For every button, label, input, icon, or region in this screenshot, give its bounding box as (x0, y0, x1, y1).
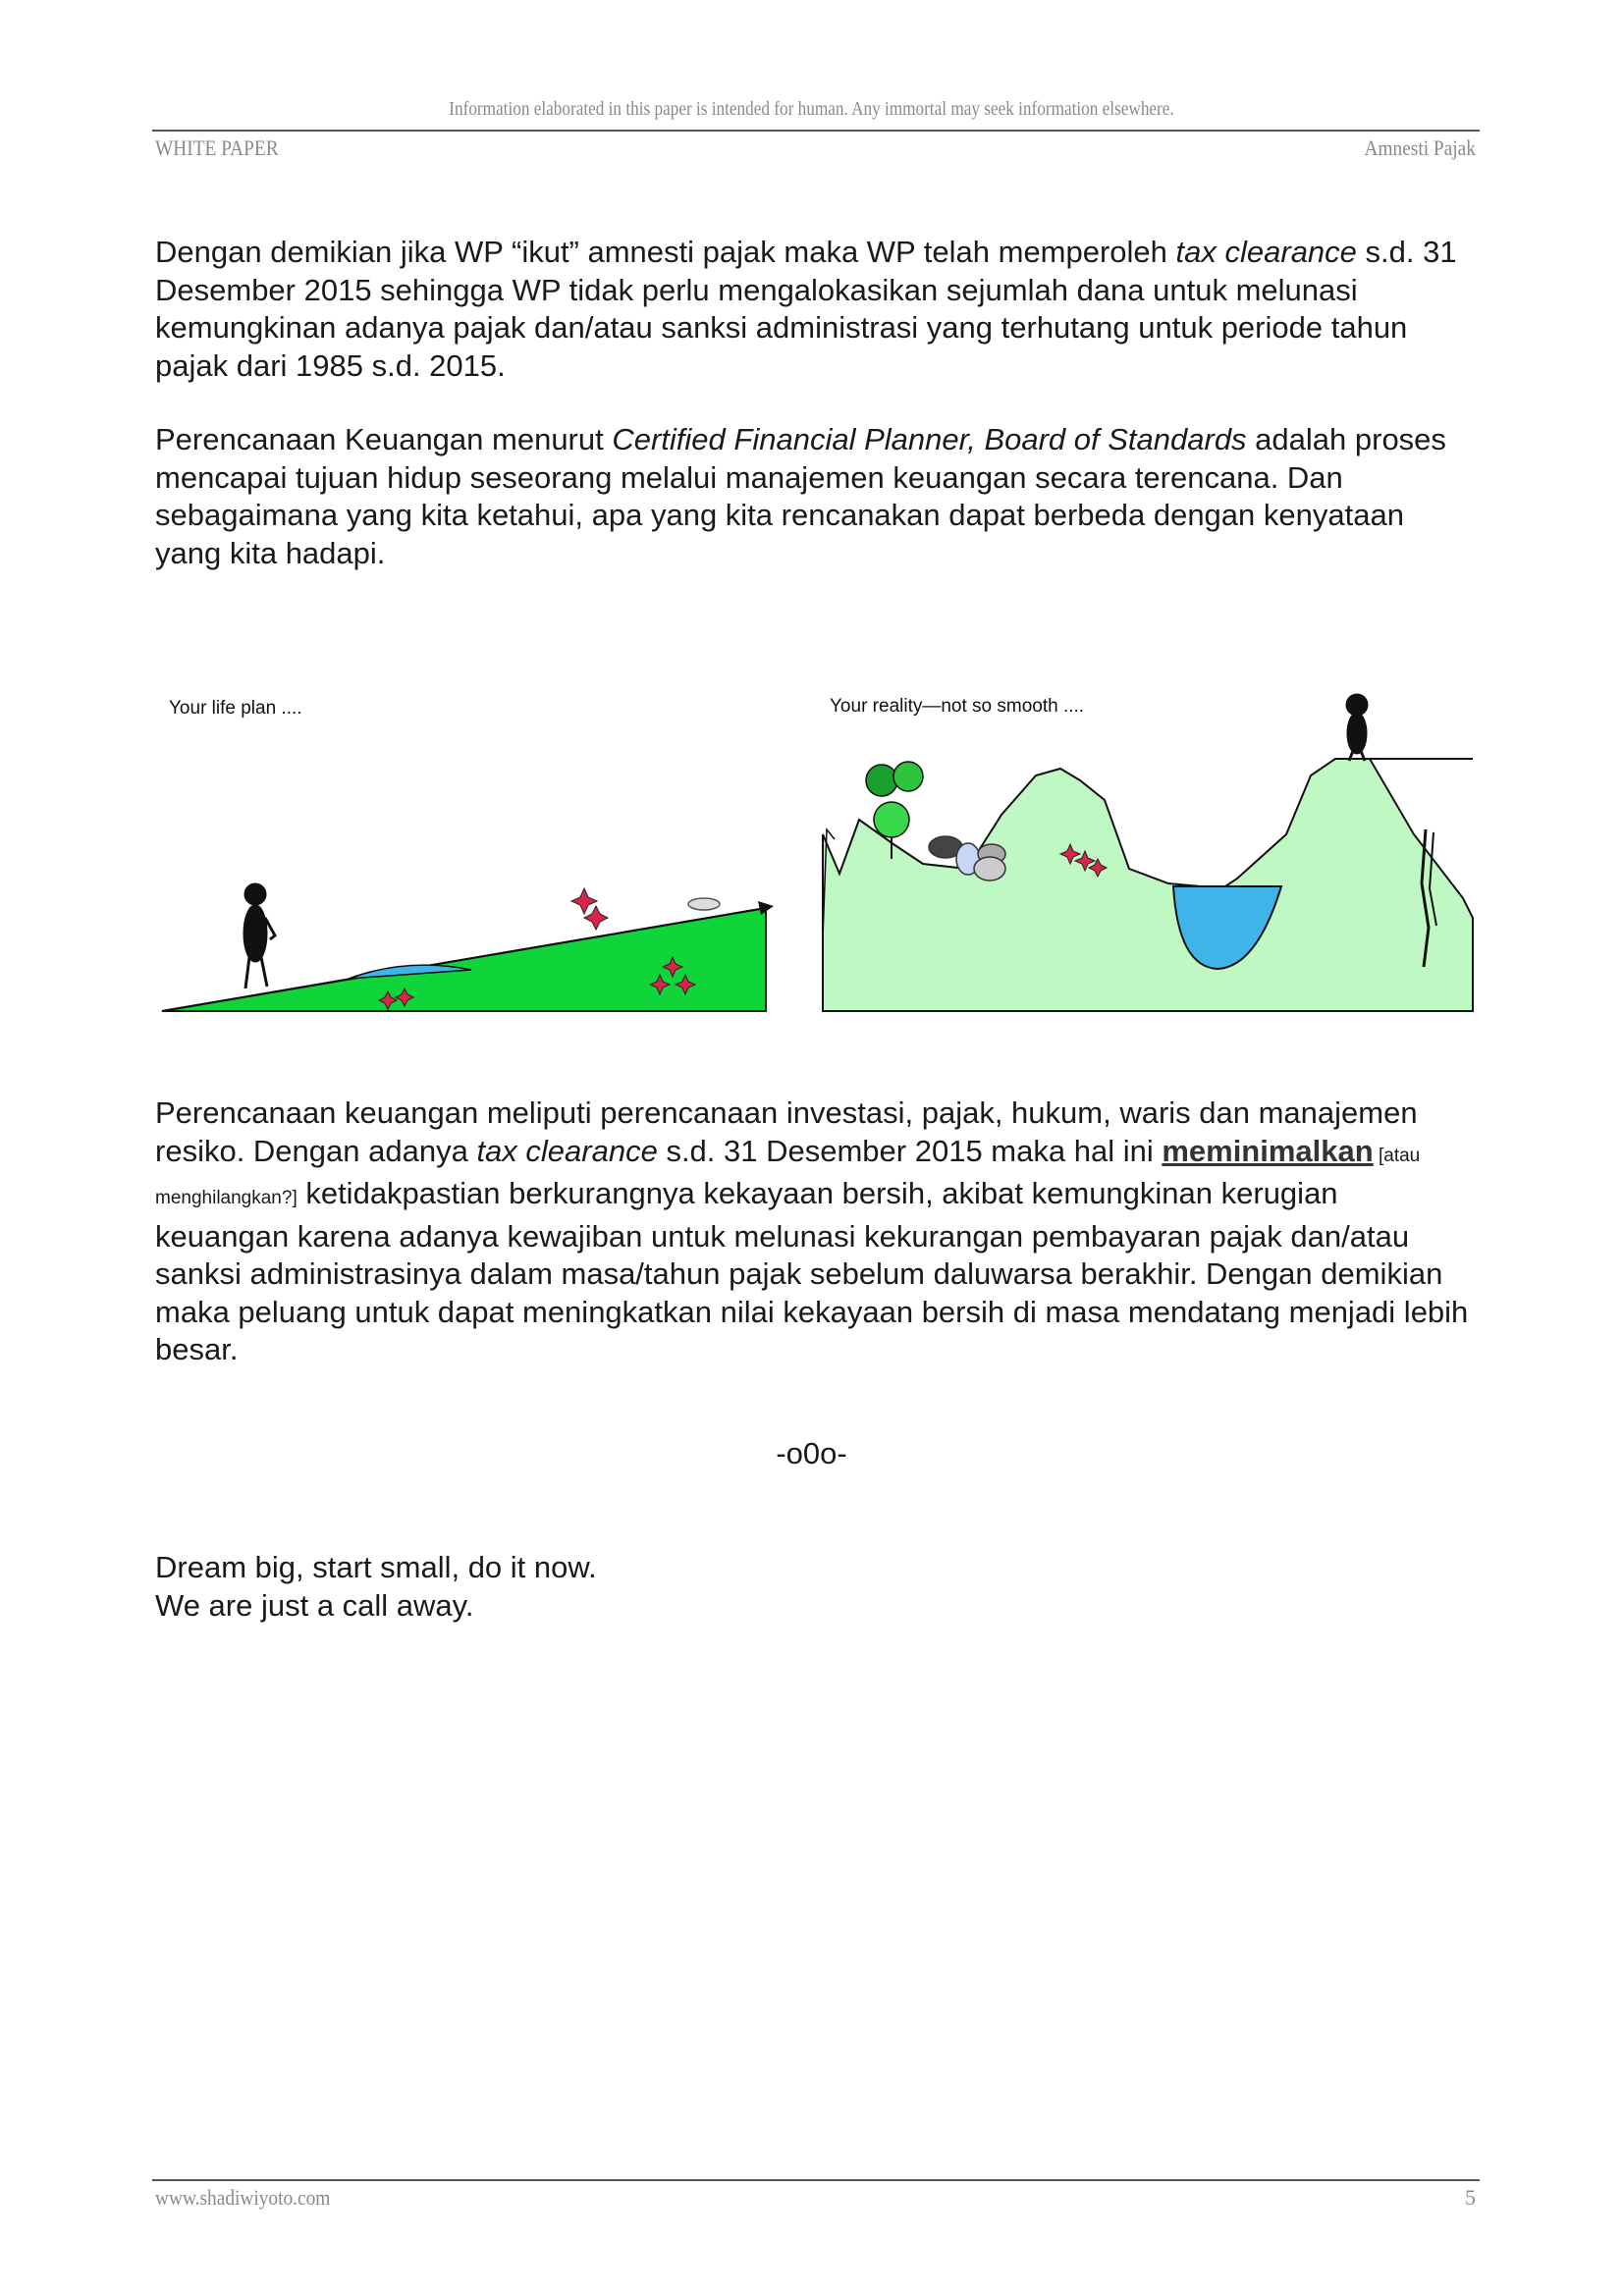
paragraph-3-text-cont: s.d. 31 Desember 2015 maka hal ini (657, 1133, 1163, 1168)
stick-figure-walking (244, 884, 275, 988)
paragraph-2-text-cont: adalah proses mencapai tujuan hidup seseorang melalui manajemen keuangan secara terencana. Dan sebagaimana yang kita ketahui, apa yang kita rencanakan dapat berbeda dengan kenyataan yang kita hadapi. (155, 422, 1446, 570)
header-doc-type: WHITE PAPER (155, 135, 279, 160)
paragraph-tax-clearance (155, 234, 1471, 385)
reality-panel (823, 695, 1473, 1011)
paragraph-3-text: Perencanaan keuangan meliputi perencanaan investasi, pajak, hukum, waris dan manajemen resiko. Dengan adanya (155, 1095, 1418, 1168)
small-stone (688, 898, 720, 910)
section-separator: -o0o- (776, 1436, 847, 1470)
paragraph-financial-planning (155, 421, 1471, 572)
header-doc-title: Amnesti Pajak (1364, 135, 1476, 160)
reality-caption: Your reality—not so smooth .... (830, 696, 1085, 717)
footer-rule (152, 2179, 1480, 2181)
paragraph-3-text-end: ketidakpastian berkurangnya kekayaan bersih, akibat kemungkinan kerugian keuangan karena adanya kewajiban untuk melunasi kekurangan pembayaran pajak dan/atau sanksi administrasinya dalam masa/tahun pajak sebelum daluwarsa berakhir. Dengan demikian maka peluang untuk dapat meningkatkan nilai kekayaan bersih di masa mendatang menjadi lebih besar. (155, 1176, 1469, 1366)
closing-line-2: We are just a call away. (155, 1587, 474, 1623)
emphasis-minimize: meminimalkan (1162, 1133, 1374, 1168)
paragraph-planning-scope (155, 1095, 1471, 1369)
term-tax-clearance-2: tax clearance (476, 1133, 658, 1168)
bracket-note: [atau menghilangkan?] (155, 1145, 1421, 1208)
header-rule (152, 130, 1480, 132)
closing-line-1: Dream big, start small, do it now. (155, 1550, 597, 1584)
closing-lines (155, 1549, 1039, 1625)
page-number: 5 (1465, 2185, 1476, 2210)
life-plan-panel (162, 698, 774, 1011)
life-plan-vs-reality-illustration (147, 672, 1483, 1026)
snow-patch (1129, 795, 1149, 829)
term-cfp-board: Certified Financial Planner, Board of Standards (612, 422, 1247, 456)
stick-figure-on-cliff (1347, 695, 1367, 761)
header-disclaimer: Information elaborated in this paper is intended for human. Any immortal may seek information elsewhere. (449, 98, 1174, 120)
term-tax-clearance: tax clearance (1175, 235, 1357, 269)
footer-website-link[interactable]: www.shadiwiyoto.com (155, 2185, 331, 2210)
life-plan-caption: Your life plan .... (169, 698, 302, 719)
paragraph-1-text: Dengan demikian jika WP “ikut” amnesti pajak maka WP telah memperoleh (155, 235, 1176, 269)
paragraph-1-text-cont: s.d. 31 Desember 2015 sehingga WP tidak perlu mengalokasikan sejumlah dana untuk melunasi kemungkinan adanya pajak dan/atau sanksi administrasi yang terhutang untuk periode tahun pajak dari 1985 s.d. 2015. (155, 235, 1457, 383)
paragraph-2-text: Perencanaan Keuangan menurut (155, 422, 613, 456)
